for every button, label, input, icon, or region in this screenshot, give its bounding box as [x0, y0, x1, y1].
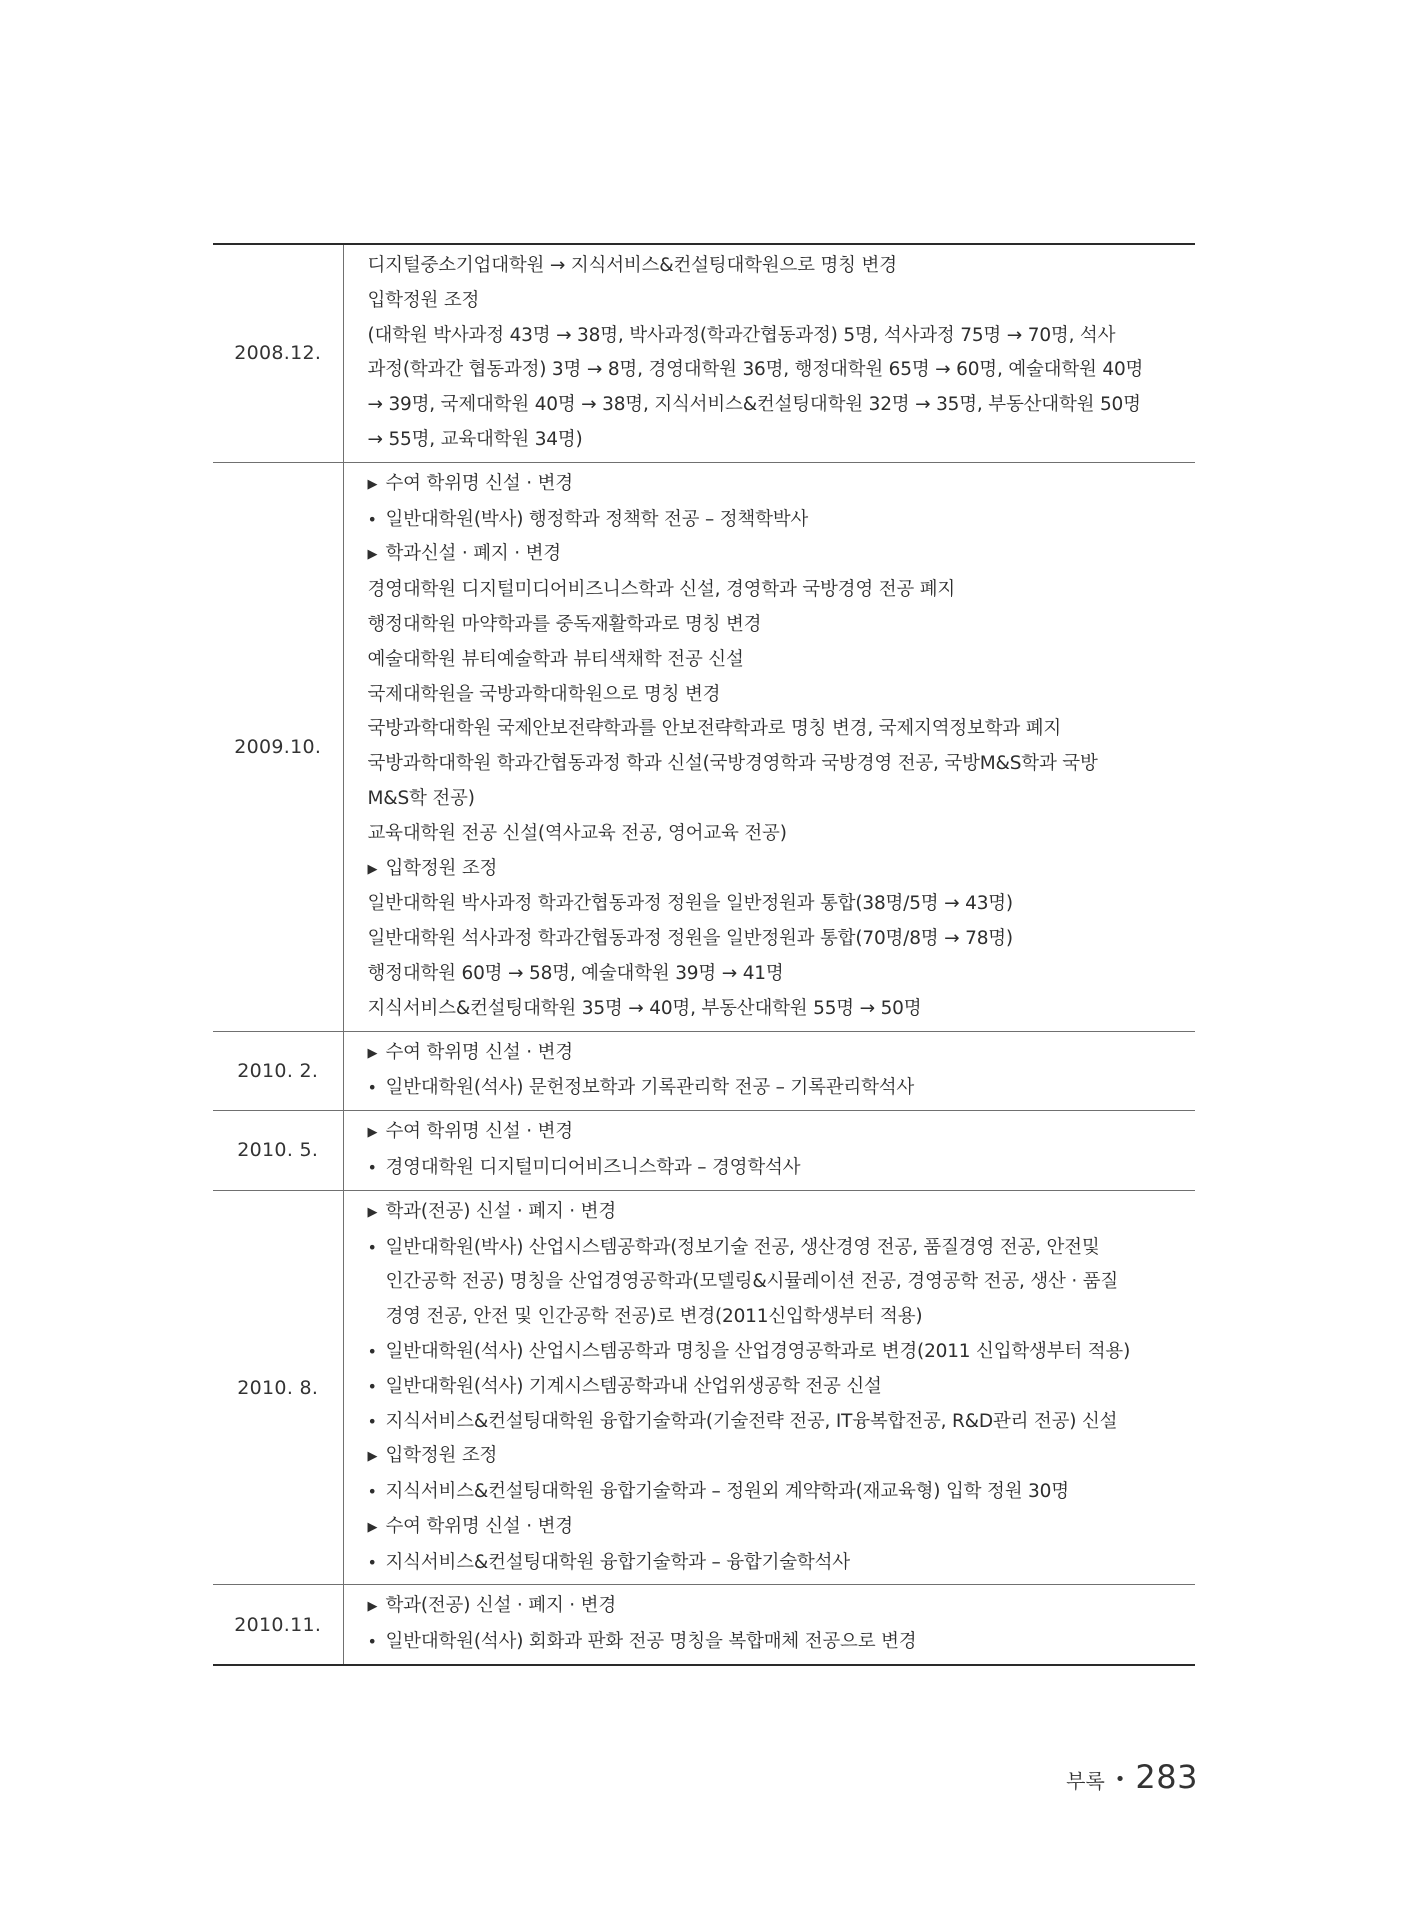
line-text: 일반대학원(석사) 기계시스템공학과내 산업위생공학 전공 신설: [385, 1375, 882, 1397]
content-line: [368, 608, 1196, 643]
line-text: 일반대학원(박사) 행정학과 정책학 전공 – 정책학박사: [385, 508, 809, 530]
dot-bullet-icon: •: [367, 1411, 377, 1431]
content-line: [368, 1335, 1196, 1370]
content-line: [368, 957, 1196, 992]
line-text: 입학정원 조정: [385, 1445, 498, 1467]
line-text: 일반대학원(석사) 문헌정보학과 기록관리학 전공 – 기록관리학석사: [385, 1077, 915, 1099]
line-text: 일반대학원(석사) 회화과 판화 전공 명칭을 복합매체 전공으로 변경: [385, 1631, 917, 1653]
line-text: 경영대학원 디지털미디어비즈니스학과 – 경영학석사: [385, 1156, 801, 1178]
content-line: [368, 1625, 1196, 1660]
history-table-body: [213, 244, 1195, 1665]
row-date: 2010.11.: [213, 1585, 343, 1665]
line-text: 수여 학위명 신설 · 변경: [385, 1041, 573, 1063]
content-line: [368, 1300, 1196, 1335]
row-date: 2010. 5.: [213, 1111, 343, 1191]
row-content: [343, 244, 1195, 462]
table-row: [213, 1585, 1195, 1665]
content-line: [368, 1405, 1196, 1440]
content-line: [368, 887, 1196, 922]
line-text: 예술대학원 뷰티예술학과 뷰티색채학 전공 신설: [367, 648, 744, 670]
content-line: [368, 1151, 1196, 1186]
line-text: 인간공학 전공) 명칭을 산업경영공학과(모델링&시뮬레이션 전공, 경영공학 전공, 생산 · 품질: [385, 1271, 1119, 1293]
line-text: 지식서비스&컨설팅대학원 35명 → 40명, 부동산대학원 55명 → 50명: [367, 997, 922, 1019]
history-table: [213, 243, 1195, 1666]
content-line: [368, 1036, 1196, 1072]
content-line: [368, 1510, 1196, 1546]
table-row: [213, 244, 1195, 462]
line-text: 일반대학원 박사과정 학과간협동과정 정원을 일반정원과 통합(38명/5명 → 43명): [367, 893, 1013, 915]
content-line: [368, 503, 1196, 538]
content-line: [368, 1589, 1196, 1625]
line-text: 과정(학과간 협동과정) 3명 → 8명, 경영대학원 36명, 행정대학원 65명 → 60명, 예술대학원 40명: [367, 359, 1144, 381]
triangle-bullet-icon: ▶: [367, 861, 378, 877]
row-date: 2010. 8.: [213, 1190, 343, 1585]
row-content: [343, 1585, 1195, 1665]
dot-bullet-icon: •: [367, 1552, 377, 1572]
row-date: 2010. 2.: [213, 1031, 343, 1111]
content-line: [368, 573, 1196, 608]
content-line: [368, 249, 1196, 284]
line-text: 수여 학위명 신설 · 변경: [385, 1121, 573, 1143]
triangle-bullet-icon: ▶: [367, 476, 378, 492]
line-text: 입학정원 조정: [367, 289, 480, 311]
triangle-bullet-icon: ▶: [367, 1125, 378, 1141]
content-line: [368, 852, 1196, 888]
content-line: [368, 992, 1196, 1027]
content-line: [368, 353, 1196, 388]
line-text: 국제대학원을 국방과학대학원으로 명칭 변경: [367, 683, 721, 705]
row-content: [343, 1111, 1195, 1191]
content-line: [368, 537, 1196, 573]
content-line: [368, 284, 1196, 319]
row-date: 2008.12.: [213, 244, 343, 462]
dot-bullet-icon: •: [367, 1376, 377, 1396]
content-line: [368, 1439, 1196, 1475]
line-text: 지식서비스&컨설팅대학원 융합기술학과 – 융합기술학석사: [385, 1551, 850, 1573]
dot-bullet-icon: •: [367, 1078, 377, 1098]
dot-bullet-icon: •: [367, 1632, 377, 1652]
line-text: 학과(전공) 신설 · 폐지 · 변경: [385, 1595, 617, 1617]
line-text: 교육대학원 전공 신설(역사교육 전공, 영어교육 전공): [367, 822, 787, 844]
triangle-bullet-icon: ▶: [367, 1204, 378, 1220]
triangle-bullet-icon: ▶: [367, 1519, 378, 1535]
row-date: 2009.10.: [213, 462, 343, 1031]
content-line: [368, 1370, 1196, 1405]
content-line: [368, 712, 1196, 747]
content-line: [368, 747, 1196, 782]
content-line: [368, 922, 1196, 957]
dot-bullet-icon: •: [367, 1237, 377, 1257]
dot-bullet-icon: •: [367, 1157, 377, 1177]
line-text: 디지털중소기업대학원 → 지식서비스&컨설팅대학원으로 명칭 변경: [367, 255, 897, 276]
line-text: 경영대학원 디지털미디어비즈니스학과 신설, 경영학과 국방경영 전공 폐지: [367, 579, 956, 601]
dot-bullet-icon: •: [367, 1341, 377, 1361]
table-row: [213, 1111, 1195, 1191]
content-line: [368, 1195, 1196, 1231]
dot-bullet-icon: •: [367, 509, 377, 529]
content-line: [368, 319, 1196, 354]
line-text: 행정대학원 마약학과를 중독재활학과로 명칭 변경: [367, 613, 762, 635]
dot-bullet-icon: •: [367, 1482, 377, 1502]
line-text: 지식서비스&컨설팅대학원 융합기술학과(기술전략 전공, IT융복합전공, R&D관리 전공) 신설: [385, 1410, 1118, 1432]
line-text: → 55명, 교육대학원 34명): [367, 428, 583, 450]
line-text: → 39명, 국제대학원 40명 → 38명, 지식서비스&컨설팅대학원 32명 → 35명, 부동산대학원 50명: [367, 394, 1141, 416]
row-content: [343, 462, 1195, 1031]
content-line: [368, 1071, 1196, 1106]
table-row: [213, 1190, 1195, 1585]
content-line: [368, 1265, 1196, 1300]
footer-separator: •: [1114, 1769, 1126, 1790]
content-line: [368, 388, 1196, 423]
line-text: M&S학 전공): [367, 787, 475, 809]
table-row: [213, 462, 1195, 1031]
content-line: [368, 817, 1196, 852]
line-text: 일반대학원 석사과정 학과간협동과정 정원을 일반정원과 통합(70명/8명 → 78명): [367, 928, 1013, 950]
content-line: [368, 1231, 1196, 1266]
content-line: [368, 1115, 1196, 1151]
page-footer: [1066, 1758, 1198, 1796]
triangle-bullet-icon: ▶: [367, 1599, 378, 1615]
line-text: 수여 학위명 신설 · 변경: [385, 1515, 573, 1537]
content-line: [368, 423, 1196, 458]
triangle-bullet-icon: ▶: [367, 1449, 378, 1465]
content-line: [368, 1546, 1196, 1581]
content-line: [368, 1475, 1196, 1510]
triangle-bullet-icon: ▶: [367, 1045, 378, 1061]
line-text: 일반대학원(박사) 산업시스템공학과(정보기술 전공, 생산경영 전공, 품질경영 전공, 안전및: [385, 1236, 1100, 1258]
line-text: 입학정원 조정: [385, 857, 498, 879]
line-text: 행정대학원 60명 → 58명, 예술대학원 39명 → 41명: [367, 962, 784, 984]
content-line: [368, 643, 1196, 678]
line-text: 경영 전공, 안전 및 인간공학 전공)로 변경(2011신입학생부터 적용): [385, 1306, 923, 1328]
content-line: [368, 782, 1196, 817]
triangle-bullet-icon: ▶: [367, 547, 378, 563]
line-text: 국방과학대학원 학과간협동과정 학과 신설(국방경영학과 국방경영 전공, 국방M&S학과 국방: [367, 753, 1098, 775]
row-content: [343, 1031, 1195, 1111]
line-text: 국방과학대학원 국제안보전략학과를 안보전략학과로 명칭 변경, 국제지역정보학과 폐지: [367, 718, 1062, 740]
row-content: [343, 1190, 1195, 1585]
line-text: 지식서비스&컨설팅대학원 융합기술학과 – 정원외 계약학과(재교육형) 입학 정원 30명: [385, 1481, 1069, 1503]
table-row: [213, 1031, 1195, 1111]
line-text: (대학원 박사과정 43명 → 38명, 박사과정(학과간협동과정) 5명, 석사과정 75명 → 70명, 석사: [367, 324, 1116, 346]
footer-section-label: 부록: [1066, 1769, 1105, 1793]
content-line: [368, 467, 1196, 503]
line-text: 학과(전공) 신설 · 폐지 · 변경: [385, 1200, 617, 1222]
page-number: 283: [1135, 1758, 1198, 1796]
line-text: 일반대학원(석사) 산업시스템공학과 명칭을 산업경영공학과로 변경(2011 신입학생부터 적용): [385, 1340, 1131, 1362]
line-text: 학과신설 · 폐지 · 변경: [385, 543, 561, 565]
content-line: [368, 678, 1196, 713]
line-text: 수여 학위명 신설 · 변경: [385, 472, 573, 494]
